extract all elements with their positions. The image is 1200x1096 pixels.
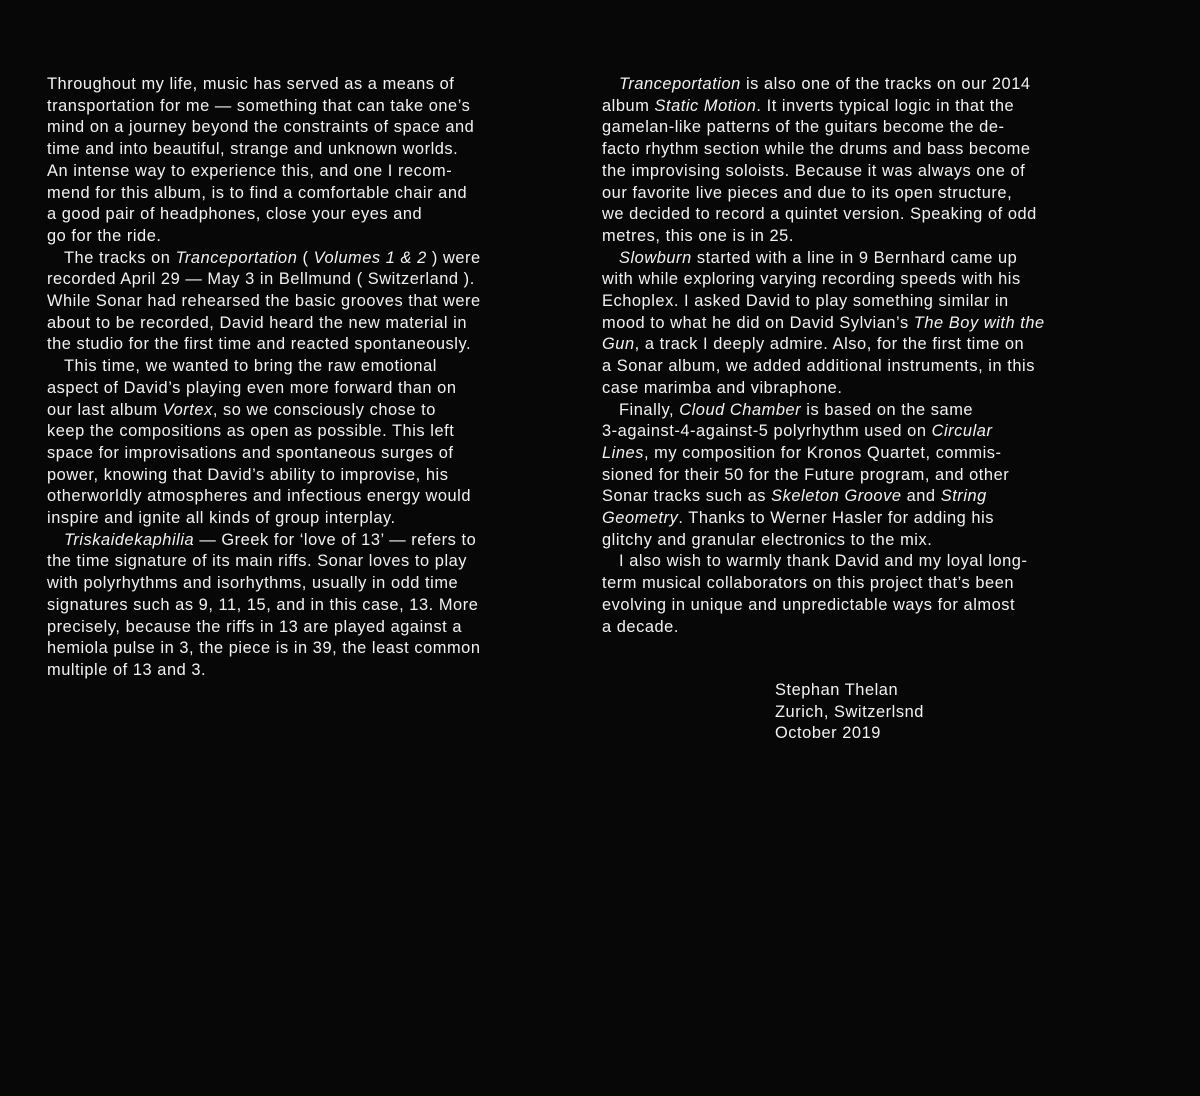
left-column-text-line [47, 226, 562, 248]
right-column-text-line [602, 530, 1132, 552]
liner-notes-left-column [47, 74, 562, 682]
signature-place: Zurich, Switzerlsnd [775, 702, 924, 721]
italic-title-text: Vortex [162, 400, 213, 419]
left-column-text-line [47, 139, 562, 161]
body-text: signatures such as 9, 11, 15, and in this case, 13. More [47, 595, 479, 614]
right-column-text-line [602, 248, 1132, 270]
right-column-text-line [602, 421, 1132, 443]
body-text: , my composition for Kronos Quartet, commis- [643, 443, 1002, 462]
italic-title-text: The Boy with the [913, 313, 1045, 332]
body-text: inspire and ignite all kinds of group interplay. [47, 509, 396, 528]
left-column-text-line [47, 204, 562, 226]
left-column-text-line [47, 161, 562, 183]
body-text: . It inverts typical logic in that the [756, 96, 1015, 115]
italic-title-text: Lines [602, 443, 644, 462]
body-text: time and into beautiful, strange and unknown worlds. [47, 140, 459, 159]
left-column-text-line [47, 617, 562, 639]
body-text: space for improvisations and spontaneous surges of [47, 443, 454, 462]
italic-title-text: Skeleton Groove [771, 487, 902, 506]
italic-title-text: String [940, 487, 987, 506]
liner-notes-right-column [602, 74, 1132, 638]
body-text: gamelan-like patterns of the guitars become the de- [602, 118, 1005, 137]
body-text: is based on the same [801, 400, 974, 419]
right-column-text-line [602, 161, 1132, 183]
body-text: hemiola pulse in 3, the piece is in 39, the least common [47, 639, 481, 658]
signature-name: Stephan Thelan [775, 681, 899, 699]
italic-title-text: Geometry [602, 509, 679, 528]
right-column-text-line [602, 204, 1132, 226]
body-text: album [602, 96, 655, 115]
body-text: a good pair of headphones, close your eyes and [47, 205, 423, 224]
italic-title-text: Cloud Chamber [679, 400, 802, 419]
body-text: case marimba and vibraphone. [602, 378, 843, 397]
right-column-text-line [602, 617, 1132, 639]
left-column-text-line [47, 530, 562, 552]
body-text: metres, this one is in 25. [602, 226, 794, 245]
right-column-text-line [602, 334, 1132, 356]
left-column-text-line [47, 74, 562, 96]
left-column-text-line [47, 421, 562, 443]
italic-title-text: Tranceportation [175, 248, 298, 267]
right-column-text-line [602, 139, 1132, 161]
body-text: with polyrhythms and isorhythms, usually in odd time [47, 574, 459, 593]
left-column-text-line [47, 443, 562, 465]
left-column-text-line [47, 508, 562, 530]
body-text: is also one of the tracks on our 2014 [740, 75, 1031, 93]
right-column-text-line [602, 378, 1132, 400]
body-text: evolving in unique and unpredictable ways for almost [602, 595, 1016, 614]
body-text: Finally, [619, 400, 680, 419]
left-column-text-line [47, 660, 562, 682]
body-text: , so we consciously chose to [212, 400, 436, 419]
body-text: mood to what he did on David Sylvian’s [602, 313, 914, 332]
italic-title-text: Static Motion [654, 96, 757, 115]
signature-date: October 2019 [775, 724, 881, 743]
body-text: Echoplex. I asked David to play something similar in [602, 292, 1009, 311]
body-text: term musical collaborators on this project that’s been [602, 574, 1015, 593]
left-column-text-line [47, 638, 562, 660]
body-text: This time, we wanted to bring the raw emotional [64, 357, 437, 376]
body-text: , a track I deeply admire. Also, for the first time on [634, 335, 1025, 354]
right-column-text-line [602, 269, 1132, 291]
italic-title-text: Slowburn [619, 248, 692, 267]
right-column-text-line [602, 551, 1132, 573]
body-text: glitchy and granular electronics to the mix. [602, 530, 933, 549]
italic-title-text: Volumes 1 & 2 [313, 248, 427, 267]
body-text: recorded April 29 — May 3 in Bellmund ( Switzerland ). [47, 270, 475, 289]
left-column-text-line [47, 573, 562, 595]
left-column-text-line [47, 269, 562, 291]
left-column-text-line [47, 334, 562, 356]
right-column-text-line [602, 443, 1132, 465]
left-column-text-line [47, 400, 562, 422]
right-column-text-line [602, 96, 1132, 118]
body-text: the time signature of its main riffs. Sonar loves to play [47, 552, 468, 571]
italic-title-text: Tranceportation [619, 75, 741, 93]
right-column-text-line [602, 226, 1132, 248]
body-text: our last album [47, 400, 163, 419]
right-column-text-line [602, 486, 1132, 508]
right-column-text-line [602, 595, 1132, 617]
body-text: go for the ride. [47, 226, 162, 245]
right-column-text-line [602, 508, 1132, 530]
left-column-text-line [47, 378, 562, 400]
right-column-text-line [602, 183, 1132, 205]
body-text: keep the compositions as open as possible. This left [47, 422, 455, 441]
body-text: with while exploring varying recording speeds with his [602, 270, 1021, 289]
left-column-text-line [47, 486, 562, 508]
right-column-text-line [602, 291, 1132, 313]
left-column-text-line [47, 356, 562, 378]
left-column-text-line [47, 117, 562, 139]
body-text: I also wish to warmly thank David and my loyal long- [619, 552, 1028, 571]
body-text: the improvising soloists. Because it was always one of [602, 161, 1026, 180]
body-text: the studio for the first time and reacted spontaneously. [47, 335, 472, 354]
right-column-text-line [602, 400, 1132, 422]
italic-title-text: Circular [931, 422, 993, 441]
body-text: mind on a journey beyond the constraints of space and [47, 118, 475, 137]
body-text: An intense way to experience this, and one I recom- [47, 161, 453, 180]
body-text: about to be recorded, David heard the new material in [47, 313, 468, 332]
right-column-text-line [602, 573, 1132, 595]
body-text: a decade. [602, 617, 679, 636]
body-text: sioned for their 50 for the Future program, and other [602, 465, 1010, 484]
body-text: power, knowing that David’s ability to improvise, his [47, 465, 449, 484]
body-text: our favorite live pieces and due to its open structure, [602, 183, 1013, 202]
body-text: started with a line in 9 Bernhard came up [691, 248, 1018, 267]
body-text: The tracks on [64, 248, 176, 267]
body-text: ) were [426, 248, 481, 267]
right-column-text-line [602, 356, 1132, 378]
left-column-text-line [47, 291, 562, 313]
left-column-text-line [47, 551, 562, 573]
body-text: transportation for me — something that can take one’s [47, 96, 471, 115]
body-text: Throughout my life, music has served as a means of [47, 75, 455, 93]
body-text: — Greek for ‘love of 13’ — refers to [194, 530, 477, 549]
body-text: aspect of David’s playing even more forward than on [47, 378, 457, 397]
body-text: precisely, because the riffs in 13 are played against a [47, 617, 463, 636]
right-column-text-line [602, 465, 1132, 487]
right-column-text-line [602, 313, 1132, 335]
left-column-text-line [47, 183, 562, 205]
left-column-text-line [47, 96, 562, 118]
italic-title-text: Gun [602, 335, 635, 354]
body-text: Sonar tracks such as [602, 487, 772, 506]
body-text: While Sonar had rehearsed the basic grooves that were [47, 292, 481, 311]
italic-title-text: Triskaidekaphilia [64, 530, 195, 549]
left-column-text-line [47, 248, 562, 270]
body-text: otherworldly atmospheres and infectious energy would [47, 487, 472, 506]
left-column-text-line [47, 313, 562, 335]
body-text: ( [297, 248, 314, 267]
body-text: mend for this album, is to find a comfortable chair and [47, 183, 468, 202]
left-column-text-line [47, 595, 562, 617]
body-text: facto rhythm section while the drums and bass become [602, 140, 1031, 159]
right-column-text-line [602, 74, 1132, 96]
body-text: multiple of 13 and 3. [47, 660, 207, 679]
body-text: . Thanks to Werner Hasler for adding his [678, 509, 995, 528]
body-text: and [901, 487, 941, 506]
body-text: a Sonar album, we added additional instruments, in this [602, 357, 1035, 376]
right-column-text-line [602, 117, 1132, 139]
signature-block [775, 680, 924, 745]
left-column-text-line [47, 465, 562, 487]
body-text: 3-against-4-against-5 polyrhythm used on [602, 422, 932, 441]
body-text: we decided to record a quintet version. Speaking of odd [602, 205, 1037, 224]
